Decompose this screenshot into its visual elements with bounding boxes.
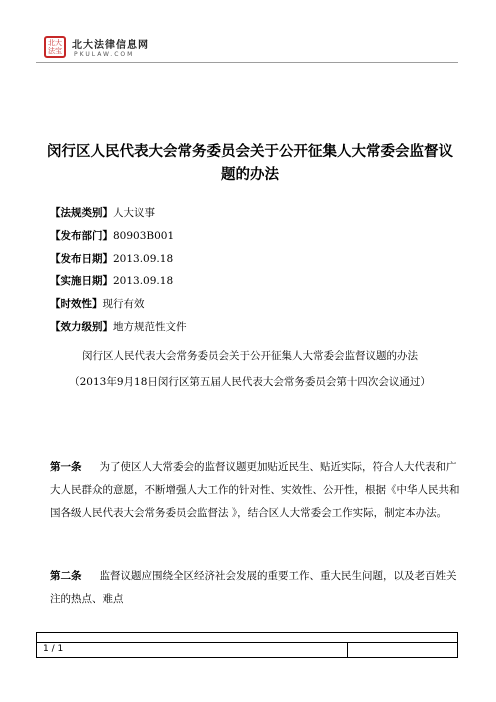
article-1 — [50, 456, 460, 525]
article-label: 第一条 — [50, 461, 82, 473]
meta-row-validity — [50, 296, 460, 319]
meta-key: 【发布部门】 — [50, 229, 113, 242]
meta-value: 地方规范性文件 — [113, 320, 187, 333]
adoption-note: （2013年9月18日闵行区第五届人民代表大会常务委员会第十四次会议通过） — [69, 376, 431, 388]
meta-row-category — [50, 205, 460, 228]
meta-value: 2013.09.18 — [113, 275, 174, 288]
article-text: 监督议题应围绕全区经济社会发展的重要工作、重大民生问题，以及老百姓关注的热点、难点 — [50, 570, 457, 605]
meta-row-department — [50, 228, 460, 251]
footer-divider — [347, 642, 348, 657]
meta-row-publish-date — [50, 251, 460, 274]
article-label: 第二条 — [50, 570, 82, 582]
footer-rule — [37, 642, 457, 643]
site-header — [36, 32, 460, 62]
meta-value: 现行有效 — [102, 298, 145, 311]
meta-value: 80903B001 — [113, 229, 175, 242]
meta-value: 2013.09.18 — [113, 252, 174, 265]
meta-key: 【发布日期】 — [50, 252, 113, 265]
article-2 — [50, 565, 460, 611]
page-indicator: 1 / 1 — [43, 644, 64, 654]
document-title: 闵行区人民代表大会常务委员会关于公开征集人大常委会监督议题的办法 — [47, 143, 453, 183]
article-text: 为了使区人大常委会的监督议题更加贴近民生、贴近实际，符合人大代表和广大人民群众的意愿，不断增强人大工作的针对性、实效性、公开性，根据《中华人民共和国各级人民代表大会常务委员会监督法 》，结合区人大常委会工作实际，制定本办法。 — [50, 461, 460, 519]
page-footer — [36, 632, 458, 658]
meta-key: 【法规类别】 — [50, 207, 113, 219]
site-url: PKULAW.COM — [74, 51, 135, 58]
meta-row-level — [50, 319, 460, 342]
meta-value: 人大议事 — [113, 207, 155, 219]
metadata-block — [50, 205, 460, 342]
meta-key: 【实施日期】 — [50, 275, 113, 288]
meta-row-effective-date — [50, 273, 460, 296]
pkulaw-logo: 北大 法宝 — [44, 36, 66, 58]
site-name: 北大法律信息网 — [72, 40, 149, 51]
header-divider — [36, 62, 458, 63]
meta-key: 【效力级别】 — [50, 320, 113, 333]
document-subtitle: 闵行区人民代表大会常务委员会关于公开征集人大常委会监督议题的办法 — [82, 350, 418, 362]
meta-key: 【时效性】 — [50, 298, 103, 311]
